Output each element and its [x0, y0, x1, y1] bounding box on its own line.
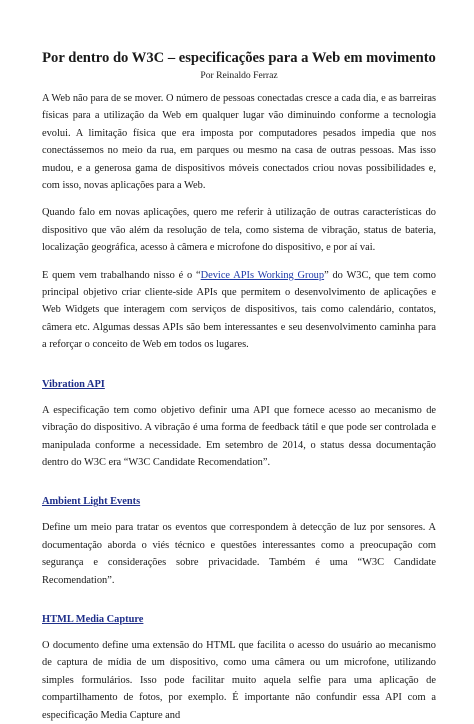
vibration-api-paragraph: A especificação tem como objetivo definir uma API que fornece acesso ao mecanismo de vibração do dispositivo. A vibração é uma forma de feedback tátil e que pode ser controlada e manipulada conforme a necessidade. Em setembro de 2014, o status dessa documentação dentro do W3C era “W3C Candidate Recomendation”.: [42, 404, 436, 468]
vibration-api-link[interactable]: Vibration API: [42, 378, 105, 390]
device-apis-working-group-link[interactable]: Device APIs Working Group: [200, 269, 325, 281]
html-media-capture-link[interactable]: HTML Media Capture: [42, 613, 144, 625]
section-heading-vibration-api: [42, 376, 436, 393]
device-apis-text-after: ” do W3C, que tem como principal objetivo criar cliente-side APIs que permitem o desenvolvimento de aplicações e Web Widgets que interagem com serviços de dispositivos, tais como calendário, contatos, câmera etc. Algumas dessas APIs são bem interessantes e seu desenvolvimento caminha para a reforçar o conceito de Web em todos os lugares.: [42, 269, 436, 351]
ambient-light-events-link[interactable]: Ambient Light Events: [42, 496, 141, 508]
applications-paragraph: Quando falo em novas aplicações, quero me referir à utilização de outras características do dispositivo que vão além da resolução de tela, como sistema de vibração, status de bateria, localização geográfica, acesso à câmera e microfone do dispositivo, e por aí vai.: [42, 207, 436, 254]
intro-paragraph: A Web não para de se mover. O número de pessoas conectadas cresce a cada dia, e as barreiras físicas para a utilização da Web em qualquer lugar vão diminuindo conforme a tecnologia evolui. A limitação física que era imposta por computadores pesados impedia que nos conectássemos no meio da rua, em parques ou mesmo na casa de outras pessoas. Mas isso mudou, e a generosa gama de dispositivos móveis conectados criou novas possibilidades e, com isso, novas aplicações para a Web.: [42, 93, 436, 192]
device-apis-paragraph: [42, 267, 436, 354]
ambient-light-events-paragraph: Define um meio para tratar os eventos que correspondem à detecção de luz por sensores. A documentação aborda o viés técnico e questões interessantes como a preocupação com segurança e considerações sobre privacidade. Também é uma “W3C Candidate Recomendation”.: [42, 522, 436, 586]
author-byline: Por Reinaldo Ferraz: [200, 70, 278, 81]
section-heading-ambient-light-events: [42, 493, 436, 510]
document-title: Por dentro do W3C – especificações para a Web em movimento: [42, 50, 436, 66]
section-heading-html-media-capture: [42, 611, 436, 628]
device-apis-text-before: E quem vem trabalhando nisso é o “: [42, 269, 201, 281]
html-media-capture-paragraph: O documento define uma extensão do HTML que facilita o acesso do usuário ao mecanismo de captura de mídia de um dispositivo, como uma câmera ou um microfone, utilizando simples formulários. Isso pode facilitar muito aquela selfie para uma aplicação de compartilhamento de fotos, por exemplo. É importante não confundir essa API com a especificação Media Capture and: [42, 639, 436, 721]
